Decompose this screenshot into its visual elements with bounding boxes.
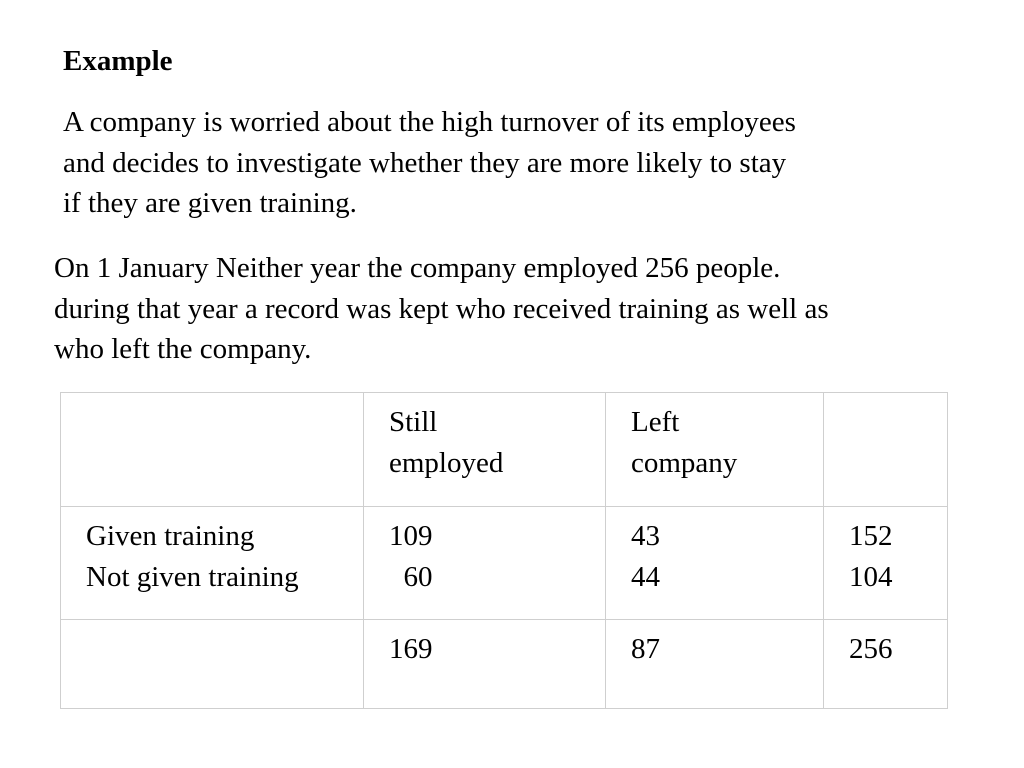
still-employed-values (364, 507, 606, 620)
table-value: 152 (849, 520, 893, 552)
context-paragraph (54, 248, 994, 370)
row-label: Given training (86, 520, 255, 552)
total-left-company (606, 620, 824, 709)
table-cell-empty (824, 393, 948, 507)
header-text: Left (631, 406, 680, 438)
context-line: On 1 January Neither year the company employed 256 people. (54, 252, 781, 284)
header-text: employed (389, 447, 504, 479)
intro-line: if they are given training. (63, 187, 357, 219)
left-company-values (606, 507, 824, 620)
row-label: Not given training (86, 561, 299, 593)
table-value: 104 (849, 561, 893, 593)
table-row (61, 507, 948, 620)
table-value: 109 (389, 520, 433, 552)
table-value: 60 (389, 561, 433, 593)
table-value: 169 (389, 633, 433, 665)
total-still-employed (364, 620, 606, 709)
context-line: who left the company. (54, 333, 312, 365)
table-header-row (61, 393, 948, 507)
header-left-company (606, 393, 824, 507)
table-value: 43 (631, 520, 660, 552)
intro-paragraph (63, 102, 963, 224)
contingency-table (60, 392, 948, 709)
table-value: 44 (631, 561, 660, 593)
grand-total (824, 620, 948, 709)
table-value: 87 (631, 633, 660, 665)
context-line: during that year a record was kept who received training as well as (54, 292, 829, 325)
intro-line: A company is worried about the high turnover of its employees (63, 106, 796, 138)
row-labels-cell (61, 507, 364, 620)
intro-line: and decides to investigate whether they are more likely to stay (63, 146, 787, 179)
example-heading: Example (63, 45, 173, 77)
table-value: 256 (849, 633, 893, 665)
table-totals-row (61, 620, 948, 709)
table-cell-empty (61, 620, 364, 709)
header-text: Still (389, 406, 438, 438)
row-total-values (824, 507, 948, 620)
table-cell-empty (61, 393, 364, 507)
header-text: company (631, 447, 738, 479)
header-still-employed (364, 393, 606, 507)
